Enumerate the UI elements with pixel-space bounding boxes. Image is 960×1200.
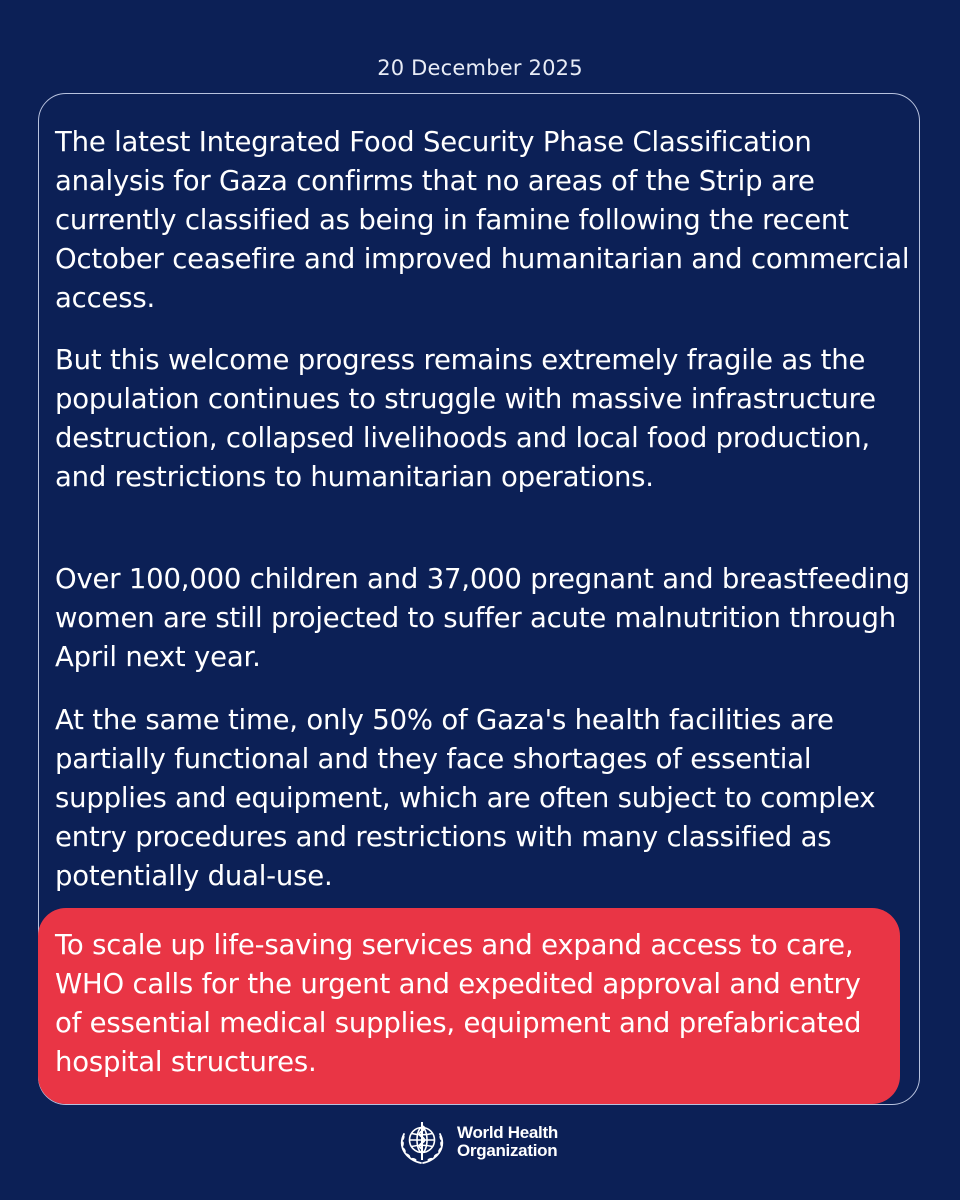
- paragraph-ipc-analysis: The latest Integrated Food Security Phase Classification analysis for Gaza confirms that no areas of the Strip are currently classified as being in famine following the recent October ceasefire and improved humanitarian and commercial access.: [55, 126, 910, 314]
- who-logo: [394, 1114, 558, 1170]
- paragraph-health-facilities: At the same time, only 50% of Gaza's health facilities are partially functional and they face shortages of essential supplies and equipment, which are often subject to complex entry procedures and restrictions with many classified as potentially dual-use.: [55, 704, 876, 892]
- who-emblem-icon: [394, 1114, 450, 1170]
- paragraph-fragile-progress: But this welcome progress remains extremely fragile as the population continues to struggle with massive infrastructure destruction, collapsed livelihoods and local food production, and restrictions to humanitarian operations.: [55, 344, 876, 493]
- paragraph-malnutrition: Over 100,000 children and 37,000 pregnant and breastfeeding women are still projected to suffer acute malnutrition through April next year.: [55, 563, 910, 673]
- post-date: 20 December 2025: [377, 56, 583, 80]
- who-wordmark: [457, 1124, 558, 1160]
- who-wordmark-line1: World Health: [457, 1123, 558, 1142]
- who-wordmark-line2: Organization: [457, 1141, 558, 1160]
- call-to-action-text: To scale up life-saving services and expand access to care, WHO calls for the urgent and expedited approval and entry of essential medical supplies, equipment and prefabricated hospital structures.: [55, 929, 862, 1078]
- call-to-action-box: [38, 908, 900, 1104]
